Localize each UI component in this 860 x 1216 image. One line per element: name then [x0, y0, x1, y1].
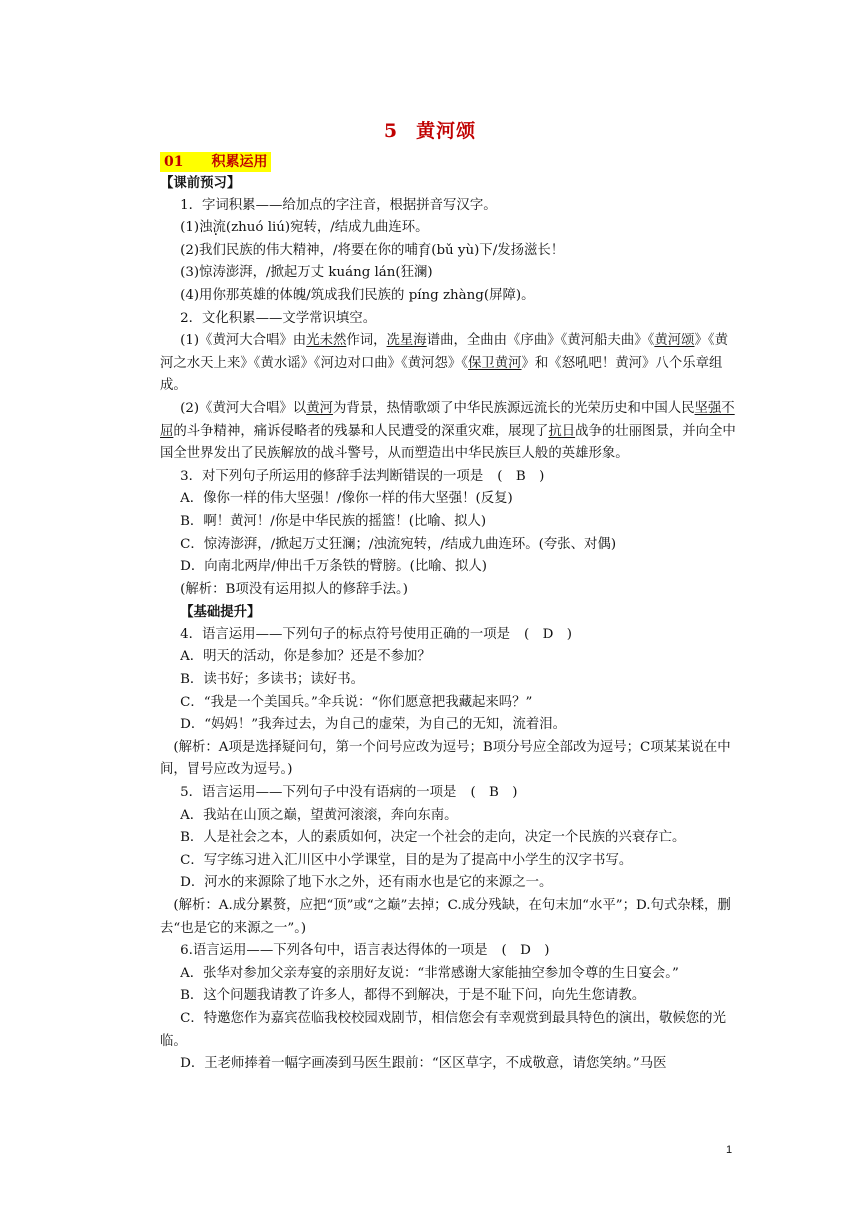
answer-underline: 冼星海 [386, 333, 427, 349]
q6-answer: ( D ) [501, 943, 550, 959]
q3-option-d: D．向南北两岸/伸出千万条铁的臂膀。(比喻、拟人) [180, 559, 487, 575]
q5-answer: ( B ) [470, 785, 518, 801]
document-body [160, 172, 736, 1076]
q3-option-b: B．啊！黄河！/你是中华民族的摇篮！(比喻、拟人) [180, 513, 487, 529]
preview-heading: 【课前预习】 [160, 175, 241, 191]
q4-stem: 4．语言运用——下列句子的标点符号使用正确的一项是 ( D ) [180, 626, 572, 642]
q2-stem: 2．文化积累——文学常识填空。 [180, 310, 377, 326]
q5-analysis: (解析：A.成分累赘，应把“顶”或“之巅”去掉；C.成分残缺，在句末加“水平”；D.句式杂糅，删去“也是它的来源之一”。) [160, 898, 731, 936]
q1-item-1: (1)浊流(zhuó liú)宛转，/结成九曲连环。 [180, 220, 429, 236]
q5-option-d: D．河水的来源除了地下水之外，还有雨水也是它的来源之一。 [180, 875, 553, 891]
q3-analysis: (解析：B项没有运用拟人的修辞手法。) [180, 581, 408, 597]
section-heading: 01 积累运用 [160, 152, 271, 172]
q3-option-a: A．像你一样的伟大坚强！/像你一样的伟大坚强！(反复) [180, 491, 513, 507]
q4-option-d: D．“妈妈！”我奔过去，为自己的虚荣，为自己的无知，流着泪。 [180, 717, 567, 733]
q1-item-3: (3)惊涛澎湃，/掀起万丈 kuáng lán(狂澜) [180, 265, 433, 281]
q5-option-b: B．人是社会之本，人的素质如何，决定一个社会的走向，决定一个民族的兴衰存亡。 [180, 830, 686, 846]
lesson-number: 5 [383, 120, 399, 142]
lesson-title-text: 黄河颂 [416, 120, 477, 142]
q4-answer: ( D ) [524, 626, 572, 642]
q1-item-4: (4)用你那英雄的体魄/筑成我们民族的 píng zhàng(屏障)。 [180, 287, 535, 303]
q5-stem: 5．语言运用——下列句子中没有语病的一项是 ( B ) [180, 785, 518, 801]
dotted-char: 浊 [199, 220, 213, 236]
q1-stem: 1．字词积累——给加点的字注音，根据拼音写汉字。 [180, 197, 497, 213]
basic-heading: 【基础提升】 [180, 604, 261, 621]
answer-underline: 保卫黄河 [467, 355, 522, 371]
q6-option-b: B．这个问题我请教了许多人，都得不到解决，于是不耻下问，向先生您请教。 [180, 988, 646, 1004]
q5-option-c: C．写字练习进入汇川区中小学课堂，目的是为了提高中小学生的汉字书写。 [180, 852, 633, 868]
q6-option-c: C．特邀您作为嘉宾莅临我校校园戏剧节，相信您会有幸观赏到最具特色的演出，敬候您的光临。 [160, 1010, 726, 1049]
answer-underline: 黄河颂 [654, 333, 695, 349]
page-number: 1 [726, 1144, 733, 1156]
q4-option-a: A．明天的活动，你是参加？还是不参加？ [180, 649, 431, 665]
q6-option-a: A．张华对参加父亲寿宴的亲朋好友说：“非常感谢大家能抽空参加令尊的生日宴会。” [180, 965, 679, 981]
q6-stem: 6.语言运用——下列各句中，语言表达得体的一项是 ( D ) [180, 943, 550, 959]
q2-para-1: (1)《黄河大合唱》由光未然作词，冼星海谱曲，全曲由《序曲》《黄河船夫曲》《黄河颂》《黄河之水天上来》《黄水谣》《河边对口曲》《黄河怨》《保卫黄河》和《怒吼吧！黄河》八个乐章组成。 [160, 333, 728, 394]
answer-underline: 抗日 [548, 423, 576, 439]
q6-option-d: D．王老师捧着一幅字画凑到马医生跟前：“区区草字，不成敬意，请您笑纳。”马医 [180, 1056, 667, 1072]
q4-analysis: (解析：A项是选择疑问句，第一个问号应改为逗号；B项分号应全部改为逗号；C项某某说在中间，冒号应改为逗号。) [160, 739, 731, 778]
answer-underline: 黄河 [306, 400, 333, 416]
q3-stem: 3．对下列句子所运用的修辞手法判断错误的一项是 ( B ) [180, 468, 545, 484]
q4-option-c: C．“我是一个美国兵。”伞兵说：“你们愿意把我藏起来吗？” [180, 694, 533, 710]
answer-underline: 坚强不屈 [160, 400, 735, 439]
q2-para-2: (2)《黄河大合唱》以黄河为背景，热情歌颂了中华民族源远流长的光荣历史和中国人民坚强不屈的斗争精神，痛诉侵略者的残暴和人民遭受的深重灾难，展现了抗日战争的壮丽图景，并向全中国全世界发出了民族解放的战斗警号，从而塑造出中华民族巨人般的英雄形象。 [160, 400, 736, 462]
q5-option-a: A．我站在山顶之巅，望黄河滚滚，奔向东南。 [180, 807, 458, 823]
q4-option-b: B．读书好；多读书；读好书。 [180, 672, 365, 688]
q3-answer: ( B ) [497, 468, 545, 484]
answer-underline: 光未然 [306, 333, 347, 349]
dotted-char: 哺 [404, 242, 418, 258]
lesson-title [0, 116, 860, 143]
q3-option-c: C．惊涛澎湃，/掀起万丈狂澜；/浊流宛转，/结成九曲连环。(夸张、对偶) [180, 536, 617, 552]
q1-item-2: (2)我们民族的伟大精神，/将要在你的哺育(bǔ yù)下/发扬滋长！ [180, 242, 565, 258]
